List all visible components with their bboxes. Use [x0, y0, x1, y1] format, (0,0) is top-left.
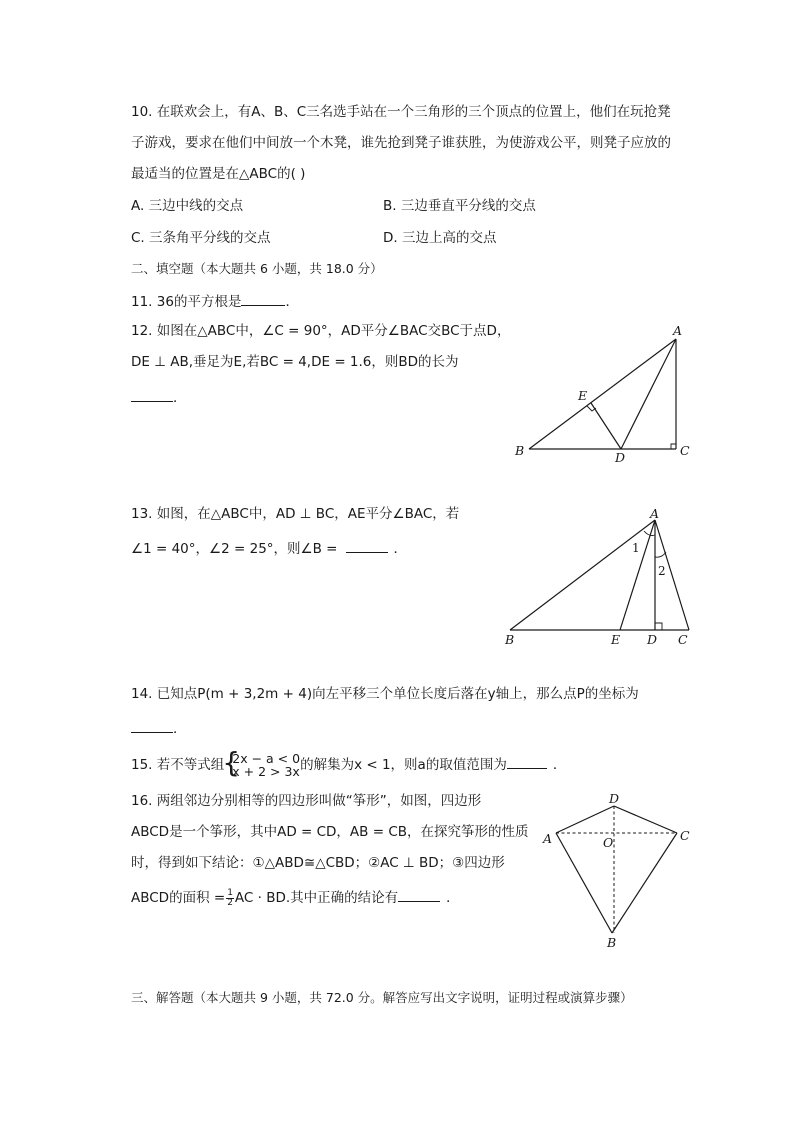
q16-line2: ABCD是一个筝形，其中AD = CD，AB = CB，在探究筝形的性质 — [131, 824, 529, 840]
q16-answer-blank[interactable] — [398, 886, 440, 902]
q16-label-c: C — [680, 828, 690, 843]
q16-area-rest: AC · BD.其中正确的结论有 — [234, 890, 399, 906]
q14-end: ． — [173, 721, 187, 737]
q10-option-a[interactable]: A. 三边中线的交点 — [131, 198, 244, 214]
q16-label-a: A — [543, 831, 553, 846]
q10-option-d[interactable]: D. 三边上高的交点 — [383, 230, 497, 246]
q11-text — [131, 290, 299, 312]
q16-side-cb — [612, 833, 677, 933]
q13-label-e: E — [611, 632, 621, 647]
q12-right-angle-e — [587, 406, 596, 411]
q12-right-angle-c — [671, 444, 676, 449]
q11-stem: 11. 36的平方根是 — [131, 294, 242, 310]
q13-label-a: A — [650, 506, 660, 521]
q12-answer-blank[interactable] — [131, 386, 173, 402]
q12-figure — [500, 320, 710, 465]
q10-option-b[interactable]: B. 三边垂直平分线的交点 — [383, 198, 536, 214]
q12-label-d: D — [615, 450, 626, 465]
q16-fraction — [226, 889, 234, 908]
q13-angle-1-arc — [644, 531, 655, 536]
q16-end: ． — [446, 890, 460, 906]
q15-answer-blank[interactable] — [507, 753, 547, 769]
q13-line2 — [131, 537, 407, 559]
q13-angle-2-arc — [655, 552, 666, 557]
q16-label-o: O — [603, 835, 614, 850]
q12-label-b: B — [515, 443, 525, 458]
section-2-heading: 二、填空题（本大题共 6 小题，共 18.0 分） — [131, 261, 383, 276]
q15-text — [131, 752, 566, 778]
q14-line1: 14. 已知点P(m + 3,2m + 4)向左平移三个单位长度后落在y轴上，那么点P的坐标为 — [131, 686, 639, 702]
q13-label-b: B — [505, 632, 515, 647]
q12-label-c: C — [680, 443, 690, 458]
q13-right-angle-d — [655, 623, 662, 630]
q16-fraction-num: 1 — [227, 887, 233, 898]
q12-line1: 12. 如图在△ABC中，∠C = 90°，AD平分∠BAC交BC于点D， — [131, 323, 511, 339]
q10-option-c[interactable]: C. 三条角平分线的交点 — [131, 230, 271, 246]
q12-label-a: A — [673, 323, 683, 338]
q16-line1: 16. 两组邻边分别相等的四边形叫做“筝形”，如图，四边形 — [131, 793, 482, 809]
q16-fraction-den: 2 — [227, 897, 233, 908]
q13-line1: 13. 如图，在△ABC中，AD ⊥ BC，AE平分∠BAC，若 — [131, 506, 460, 522]
q15-inequality-2: x + 2 > 3x — [232, 764, 300, 779]
q11-answer-blank[interactable] — [241, 290, 285, 306]
q13-side-ab — [510, 520, 655, 630]
section-3-heading: 三、解答题（本大题共 9 小题，共 72.0 分。解答应写出文字说明，证明过程或演算步骤） — [131, 990, 633, 1005]
q13-end: ． — [393, 541, 407, 557]
q10-line2: 子游戏，要求在他们中间放一个木凳，谁先抢到凳子谁获胜，为使游戏公平，则凳子应放的 — [131, 135, 671, 151]
q12-label-e: E — [578, 388, 588, 403]
q13-answer-blank[interactable] — [346, 537, 388, 553]
q11-end: ． — [285, 294, 299, 310]
q14-line2 — [131, 717, 187, 739]
q12-side-ab — [529, 339, 676, 449]
q12-segment-de — [591, 403, 621, 449]
q16-figure — [538, 790, 698, 950]
q12-segment-ad — [621, 339, 676, 449]
q12-line3 — [131, 386, 187, 408]
q13-figure — [500, 505, 705, 650]
q16-line3: 时，得到如下结论：①△ABD≅△CBD；②AC ⊥ BD；③四边形 — [131, 855, 505, 871]
q16-label-b: B — [607, 935, 617, 950]
q13-segment-ae — [620, 520, 655, 630]
q13-label-angle-1: 1 — [632, 541, 640, 555]
q13-stem: ∠1 = 40°，∠2 = 25°，则∠B = — [131, 541, 338, 557]
q16-label-d: D — [609, 791, 620, 806]
q16-side-dc — [614, 806, 677, 833]
q16-area-stem: ABCD的面积 = — [131, 890, 226, 906]
q12-end: ． — [173, 390, 187, 406]
q13-label-c: C — [678, 632, 688, 647]
q15-inequality-system — [224, 752, 300, 778]
q14-answer-blank[interactable] — [131, 717, 173, 733]
q13-label-angle-2: 2 — [658, 564, 666, 578]
q15-end: ． — [552, 757, 567, 773]
q15-stem: 15. 若不等式组 — [131, 757, 225, 773]
q15-condition: 的解集为x < 1，则a的取值范围为 — [300, 757, 507, 773]
q16-side-ad — [556, 806, 614, 833]
q15-inequality-1: { 2x − a < 0 — [232, 751, 301, 766]
q16-line4 — [131, 886, 460, 908]
q10-line1: 10. 在联欢会上，有A、B、C三名选手站在一个三角形的三个顶点的位置上，他们在玩抢凳 — [131, 104, 671, 120]
q10-line3: 最适当的位置是在△ABC的( ) — [131, 166, 306, 182]
q13-label-d: D — [647, 632, 658, 647]
q12-line2: DE ⊥ AB,垂足为E,若BC = 4,DE = 1.6，则BD的长为 — [131, 354, 459, 370]
